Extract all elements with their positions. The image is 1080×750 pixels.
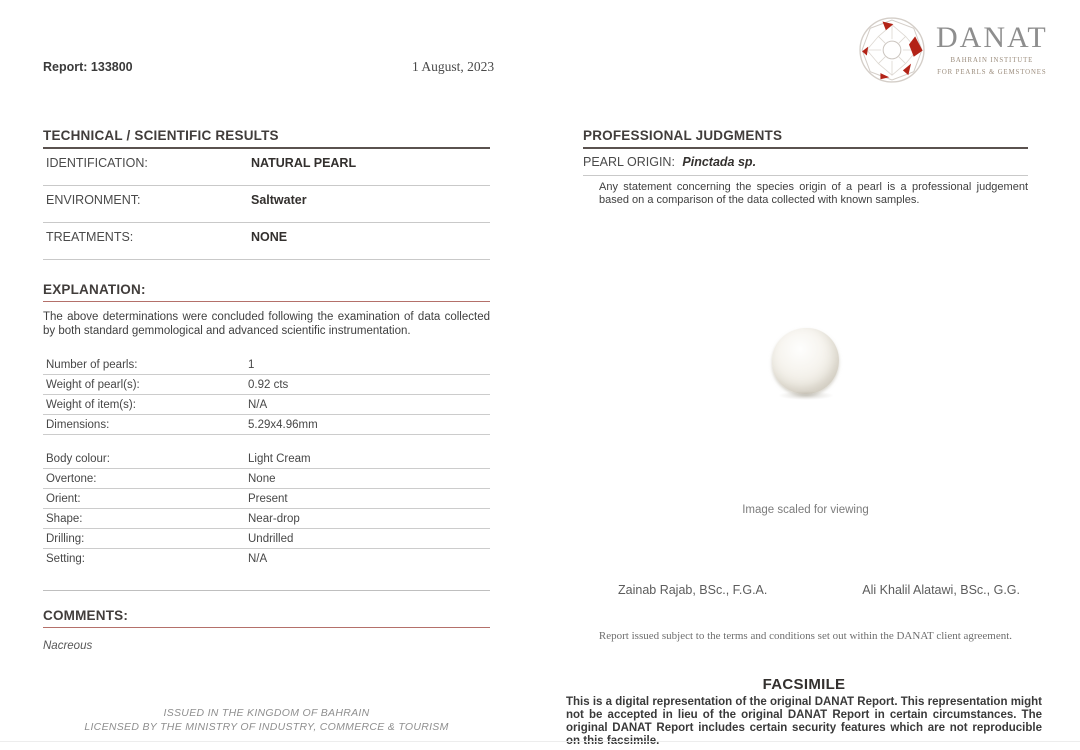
- report-date: 1 August, 2023: [412, 59, 495, 74]
- result-row-identification: [43, 149, 490, 186]
- spec-label: Dimensions:: [46, 418, 110, 431]
- section-divider: [43, 590, 490, 591]
- danat-name: DANAT: [936, 21, 1048, 54]
- spec-value: 1: [248, 358, 255, 371]
- attr-label: Overtone:: [46, 472, 97, 485]
- spec-value: 0.92 cts: [248, 378, 289, 391]
- danat-wordmark: [936, 23, 1048, 77]
- attr-value: Near-drop: [248, 512, 300, 525]
- spec-label: Weight of item(s):: [46, 398, 136, 411]
- table-row: [43, 549, 490, 568]
- attr-value: Present: [248, 492, 288, 505]
- environment-label: ENVIRONMENT:: [46, 193, 141, 207]
- attr-label: Body colour:: [46, 452, 110, 465]
- attr-label: Orient:: [46, 492, 81, 505]
- explanation-text: The above determinations were concluded following the examination of data collected by both standard gemmological and advanced scientific instrumentation.: [43, 311, 490, 337]
- technical-results-section: [43, 128, 490, 652]
- pearl-origin-value: Pinctada sp.: [682, 155, 757, 169]
- environment-value: Saltwater: [251, 193, 307, 207]
- comments-heading: COMMENTS:: [43, 608, 490, 628]
- technical-results-heading: TECHNICAL / SCIENTIFIC RESULTS: [43, 128, 490, 149]
- table-row: [43, 355, 490, 375]
- treatments-value: NONE: [251, 230, 288, 244]
- table-row: [43, 415, 490, 435]
- facsimile-heading: FACSIMILE: [762, 676, 846, 693]
- pearl-photo-wrapper: [583, 328, 1028, 394]
- signatory-left: Zainab Rajab, BSc., F.G.A.: [618, 583, 768, 597]
- issued-line: ISSUED IN THE KINGDOM OF BAHRAIN: [163, 707, 370, 719]
- table-row: [43, 489, 490, 509]
- spec-label: Number of pearls:: [46, 358, 138, 371]
- pearl-attribute-table: [43, 449, 490, 568]
- danat-logo: [858, 14, 1048, 86]
- issuing-footer: [43, 707, 490, 734]
- pearl-origin-row: [583, 149, 1028, 176]
- facsimile-section: [566, 676, 1042, 748]
- attr-label: Shape:: [46, 512, 83, 525]
- table-row: [43, 449, 490, 469]
- signatory-right: Ali Khalil Alatawi, BSc., G.G.: [862, 583, 1020, 597]
- identification-label: IDENTIFICATION:: [46, 156, 148, 170]
- facsimile-text: This is a digital representation of the original DANAT Report. This representation might not be accepted in lieu of the original DANAT Report in certain circumstances. The original DANAT Report includes certain security features which are not reproducible on this facsimile.: [566, 696, 1042, 747]
- comments-text: Nacreous: [43, 640, 93, 652]
- pearl-spec-table: [43, 355, 490, 435]
- signatures-row: [583, 583, 1028, 597]
- professional-judgments-heading: PROFESSIONAL JUDGMENTS: [583, 128, 1028, 149]
- terms-note: Report issued subject to the terms and conditions set out within the DANAT client agreement.: [598, 630, 1013, 642]
- licensed-line: LICENSED BY THE MINISTRY OF INDUSTRY, COMMERCE & TOURISM: [84, 720, 449, 733]
- attr-value: Undrilled: [248, 532, 294, 545]
- table-row: [43, 509, 490, 529]
- attr-value: None: [248, 472, 276, 485]
- judgment-note: Any statement concerning the species origin of a pearl is a professional judgement based on a comparison of the data collected with known samples.: [599, 181, 1028, 206]
- identification-value: NATURAL PEARL: [251, 156, 357, 170]
- danat-subtitle-line2: FOR PEARLS & GEMSTONES: [937, 69, 1047, 76]
- danat-subtitle-line1: BAHRAIN INSTITUTE: [950, 57, 1034, 64]
- pearl-origin-label: PEARL ORIGIN:: [583, 155, 675, 169]
- explanation-heading: EXPLANATION:: [43, 282, 490, 302]
- treatments-label: TREATMENTS:: [46, 230, 134, 244]
- report-number: Report: 133800: [43, 60, 133, 74]
- spec-label: Weight of pearl(s):: [46, 378, 140, 391]
- result-row-environment: [43, 186, 490, 223]
- table-row: [43, 469, 490, 489]
- pearl-photo: [772, 328, 839, 394]
- table-row: [43, 395, 490, 415]
- professional-judgments-section: [583, 128, 1028, 207]
- attr-label: Drilling:: [46, 532, 85, 545]
- table-row: [43, 529, 490, 549]
- attr-value: Light Cream: [248, 452, 311, 465]
- spec-value: 5.29x4.96mm: [248, 418, 318, 431]
- attr-value: N/A: [248, 552, 268, 565]
- spec-value: N/A: [248, 398, 268, 411]
- result-row-treatments: [43, 223, 490, 260]
- danat-gem-icon: [858, 14, 926, 86]
- table-row: [43, 375, 490, 395]
- image-caption: Image scaled for viewing: [742, 504, 869, 516]
- page-bottom-edge: [0, 741, 1080, 742]
- attr-label: Setting:: [46, 552, 85, 565]
